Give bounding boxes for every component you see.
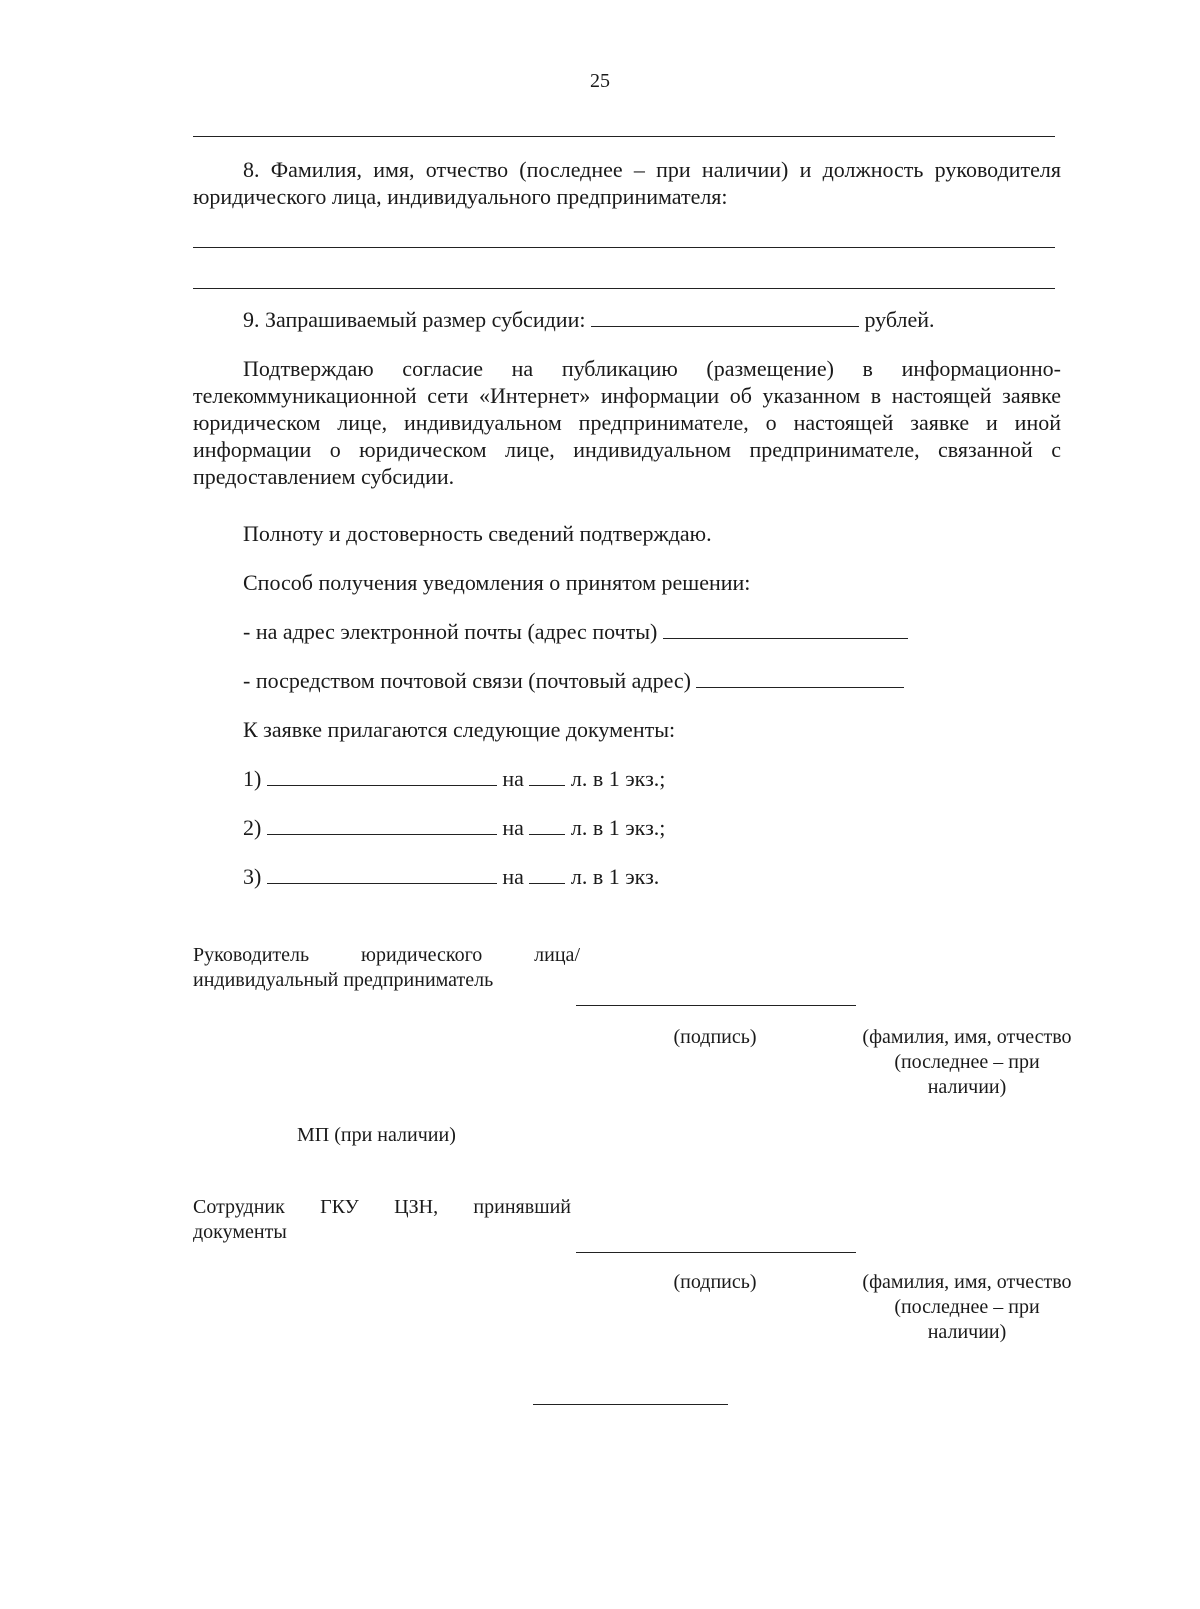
staff-signature-caption: (подпись) <box>673 1271 757 1293</box>
head-name-caption: (фамилия, имя, отчество (последнее – при наличии) <box>862 1026 1072 1098</box>
staff-signer-role: Сотрудник ГКУ ЦЗН, принявший документы <box>193 1196 571 1243</box>
notification-post-row <box>243 667 904 694</box>
postal-address-field[interactable] <box>696 669 904 688</box>
item-9-row <box>243 306 935 333</box>
attachment-1-name-field[interactable] <box>267 767 497 786</box>
attachment-3-name-field[interactable] <box>267 865 497 884</box>
top-rule <box>193 136 1055 137</box>
email-address-field[interactable] <box>663 620 908 639</box>
item-8-answer-line-2[interactable] <box>193 288 1055 289</box>
item-8-text: 8. Фамилия, имя, отчество (последнее – при наличии) и должность руководителя юридического лица, индивидуального предпринимателя: <box>193 157 1061 209</box>
attachments-title: К заявке прилагаются следующие документы: <box>243 717 676 742</box>
attachment-1-na: на <box>502 766 524 791</box>
attachment-3-tail: л. в 1 экз. <box>570 864 660 889</box>
attachment-3-number: 3) <box>243 864 262 889</box>
attachment-row-1 <box>243 765 665 792</box>
closing-rule <box>533 1404 728 1405</box>
attachment-row-3 <box>243 863 659 890</box>
notification-post-label: - посредством почтовой связи (почтовый адрес) <box>243 668 691 693</box>
item-9-label: 9. Запрашиваемый размер субсидии: <box>243 307 586 332</box>
consent-paragraph: Подтверждаю согласие на публикацию (размещение) в информационно-телекоммуникационной сети «Интернет» информации об указанном в настоящей заявке юридическом лице, индивидуальном предпринимателе, о настоящей заявке и иной информации о юридическом лице, индивидуальном предпринимателе, связанной с предоставлением субсидии. <box>193 356 1061 489</box>
head-signer-role: Руководитель юридического лица/ индивидуальный предприниматель <box>193 944 580 991</box>
notification-email-row <box>243 618 908 645</box>
attachment-2-number: 2) <box>243 815 262 840</box>
page-number: 25 <box>590 70 610 92</box>
staff-signature-line[interactable] <box>576 1252 856 1253</box>
notification-title: Способ получения уведомления о принятом решении: <box>243 570 751 595</box>
staff-name-caption: (фамилия, имя, отчество (последнее – при наличии) <box>862 1271 1072 1343</box>
attachment-2-na: на <box>502 815 524 840</box>
head-signature-line[interactable] <box>576 1005 856 1006</box>
attachment-row-2 <box>243 814 665 841</box>
head-signature-caption: (подпись) <box>673 1026 757 1048</box>
attachment-3-pages-field[interactable] <box>529 865 565 884</box>
attachment-1-tail: л. в 1 экз.; <box>570 766 666 791</box>
item-8-answer-line-1[interactable] <box>193 247 1055 248</box>
attachment-1-pages-field[interactable] <box>529 767 565 786</box>
subsidy-amount-field[interactable] <box>591 308 859 327</box>
attachment-2-name-field[interactable] <box>267 816 497 835</box>
completeness-statement: Полноту и достоверность сведений подтверждаю. <box>243 521 712 546</box>
notification-email-label: - на адрес электронной почты (адрес почты) <box>243 619 658 644</box>
item-9-unit: рублей. <box>864 307 935 332</box>
stamp-placeholder: МП (при наличии) <box>297 1124 456 1146</box>
attachment-2-pages-field[interactable] <box>529 816 565 835</box>
attachment-2-tail: л. в 1 экз.; <box>570 815 666 840</box>
attachment-3-na: на <box>502 864 524 889</box>
attachment-1-number: 1) <box>243 766 262 791</box>
